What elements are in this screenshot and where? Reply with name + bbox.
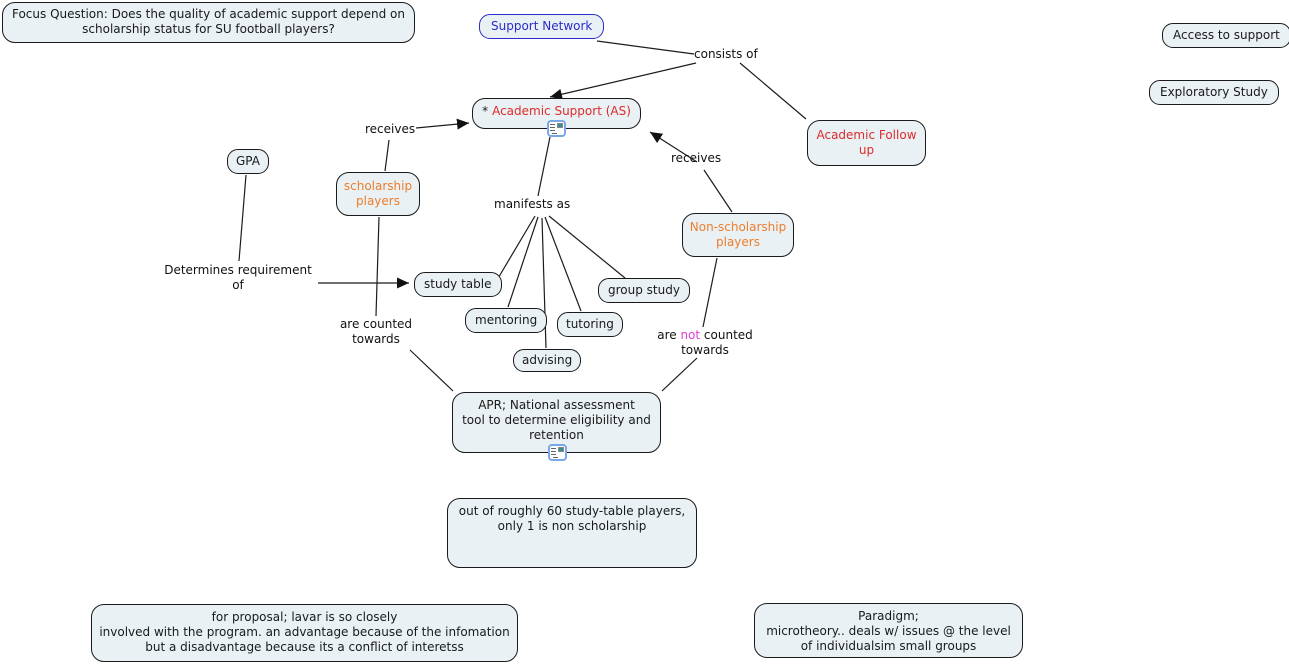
are-not-counted-line1 [654, 328, 756, 343]
focus-question-line2: scholarship status for SU football players? [82, 22, 335, 36]
link-label-are-not-counted[interactable] [654, 328, 756, 357]
academic-support-asterisk: * [482, 104, 489, 118]
edge-non-scholarship-to-not-counted [703, 258, 717, 327]
edge-manifests-to-group-study [549, 216, 625, 278]
edge-receives-left-to-academic-support [416, 123, 469, 128]
node-advising[interactable]: advising [513, 349, 581, 372]
are-not-counted-post: counted [700, 328, 753, 342]
non-scholarship-line1: Non-scholarship [689, 220, 787, 234]
sixty-note-line2: only 1 is non scholarship [497, 519, 647, 533]
determines-line1: Determines requirement [164, 263, 312, 277]
paradigm-line2: microtheory.. deals w/ issues @ the level [766, 624, 1011, 638]
node-gpa[interactable]: GPA [227, 149, 269, 174]
link-label-manifests-as[interactable]: manifests as [494, 197, 571, 211]
are-not-counted-not: not [680, 328, 701, 342]
edge-manifests-to-study-table [497, 216, 535, 280]
node-proposal-note[interactable] [91, 604, 518, 662]
edge-manifests-to-mentoring [508, 217, 538, 307]
link-label-receives-left[interactable]: receives [365, 122, 416, 136]
link-label-consists-of[interactable]: consists of [694, 47, 758, 61]
are-not-counted-pre: are [657, 328, 681, 342]
edge-consists-to-follow-up [740, 63, 806, 119]
paradigm-line1: Paradigm; [858, 609, 919, 623]
proposal-line3: but a disadvantage because its a conflict of interetss [145, 640, 464, 654]
node-mentoring[interactable]: mentoring [465, 308, 547, 333]
node-paradigm-note[interactable] [754, 603, 1023, 658]
edge-are-counted-to-apr [410, 350, 453, 391]
edge-academic-support-to-manifests [538, 137, 550, 196]
edge-non-scholarship-to-receives-right [704, 170, 732, 212]
node-support-network[interactable]: Support Network [479, 14, 604, 39]
node-academic-follow-up[interactable] [807, 120, 926, 166]
document-image-resource-icon[interactable] [547, 120, 566, 137]
follow-up-line1: Academic Follow [816, 128, 917, 142]
node-tutoring[interactable]: tutoring [557, 312, 623, 337]
sixty-note-line1: out of roughly 60 study-table players, [458, 504, 686, 518]
edge-gpa-to-determines [239, 175, 246, 261]
are-counted-line1: are counted [339, 317, 413, 331]
follow-up-line2: up [858, 143, 875, 157]
apr-line2: tool to determine eligibility and [462, 413, 651, 427]
link-label-determines[interactable] [160, 263, 316, 292]
edge-support-to-consists [597, 41, 694, 54]
proposal-line1: for proposal; lavar is so closely [211, 610, 398, 624]
node-exploratory-study[interactable]: Exploratory Study [1149, 80, 1279, 105]
edge-consists-to-academic-support [550, 63, 696, 97]
are-counted-line2: towards [352, 331, 400, 346]
focus-question-box[interactable] [2, 2, 415, 43]
node-scholarship-players[interactable] [336, 172, 420, 216]
scholarship-line2: players [356, 194, 400, 208]
edge-scholarship-to-are-counted [376, 217, 379, 316]
link-label-receives-right[interactable]: receives [671, 151, 722, 165]
link-label-are-counted[interactable] [336, 317, 416, 346]
node-non-scholarship-players[interactable] [682, 213, 794, 257]
determines-line2: of [232, 277, 244, 292]
document-image-resource-icon[interactable] [548, 444, 567, 461]
node-study-table[interactable]: study table [414, 272, 502, 297]
academic-support-label: Academic Support (AS) [492, 104, 631, 118]
non-scholarship-line2: players [716, 235, 760, 249]
proposal-line2: involved with the program. an advantage because of the infomation [99, 625, 510, 639]
apr-line1: APR; National assessment [478, 398, 635, 412]
edge-not-counted-to-apr [662, 358, 697, 391]
node-group-study[interactable]: group study [598, 278, 690, 303]
scholarship-line1: scholarship [343, 179, 413, 193]
paradigm-line3: of individualsim small groups [800, 639, 977, 653]
edge-manifests-to-tutoring [545, 217, 581, 311]
node-sixty-players-note[interactable] [447, 498, 697, 568]
focus-question-line1: Focus Question: Does the quality of academic support depend on [11, 7, 405, 21]
edge-scholarship-to-receives-left [385, 140, 389, 171]
are-not-counted-line2: towards [681, 342, 729, 357]
apr-line3: retention [529, 428, 584, 442]
node-access-to-support[interactable]: Access to support [1162, 23, 1289, 48]
